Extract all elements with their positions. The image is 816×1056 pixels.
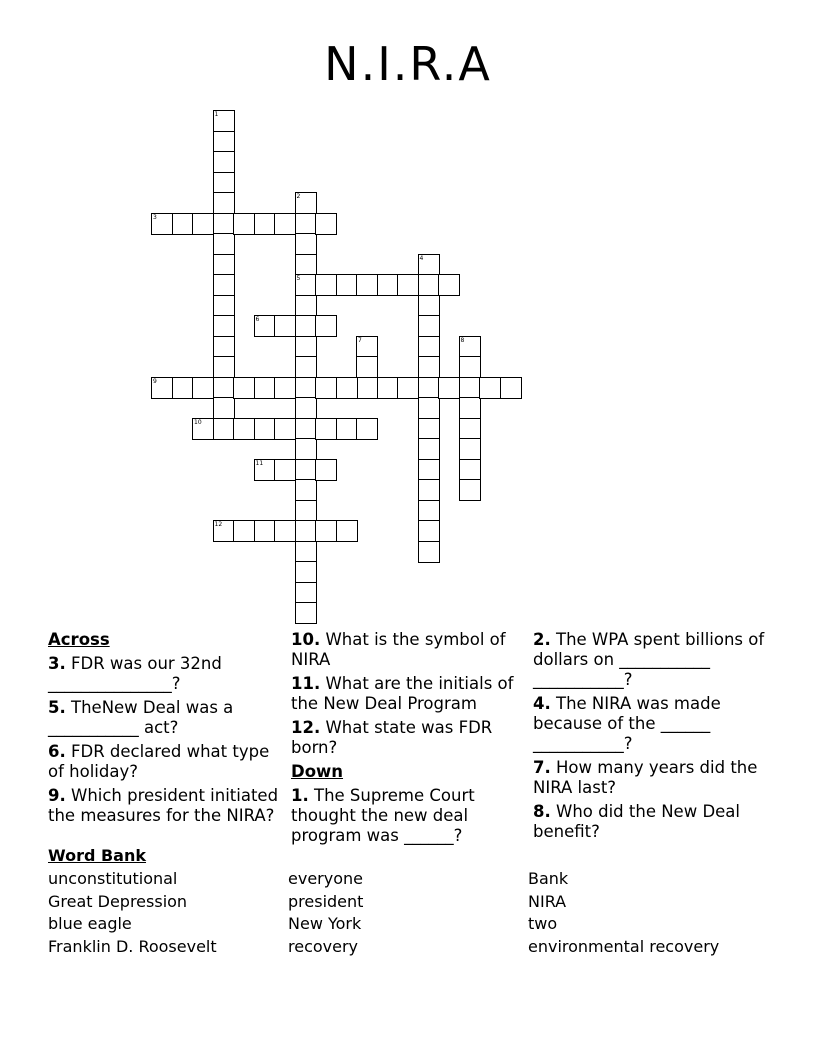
crossword-cell[interactable] bbox=[254, 213, 276, 235]
crossword-cell[interactable] bbox=[295, 192, 317, 214]
crossword-cell[interactable] bbox=[295, 541, 317, 563]
crossword-cell[interactable] bbox=[213, 254, 235, 276]
crossword-cell[interactable] bbox=[418, 295, 440, 317]
word-bank-item: two bbox=[528, 914, 558, 933]
crossword-cell[interactable] bbox=[336, 377, 358, 399]
crossword-cell[interactable] bbox=[233, 520, 255, 542]
clue-down-4: 4. The NIRA was made because of the ______ ___________? bbox=[533, 694, 721, 753]
crossword-cell[interactable] bbox=[295, 315, 317, 337]
crossword-cell[interactable] bbox=[295, 233, 317, 255]
word-bank-item: president bbox=[288, 891, 364, 911]
crossword-cell[interactable] bbox=[192, 418, 214, 440]
crossword-cell[interactable] bbox=[418, 500, 440, 522]
clue-number: 8 bbox=[460, 336, 465, 344]
crossword-cell[interactable] bbox=[336, 274, 358, 296]
clue-down-8: 8. Who did the New Deal benefit? bbox=[533, 802, 740, 841]
crossword-cell[interactable] bbox=[295, 438, 317, 460]
clue-across-10: 10. What is the symbol of NIRA bbox=[291, 630, 506, 669]
crossword-cell[interactable] bbox=[254, 315, 276, 337]
word-bank-item: Great Depression bbox=[48, 891, 188, 911]
crossword-cell[interactable] bbox=[459, 397, 481, 419]
crossword-cell[interactable] bbox=[213, 151, 235, 173]
clue-number: 6 bbox=[255, 316, 260, 323]
crossword-cell[interactable] bbox=[356, 274, 378, 296]
crossword-cell[interactable] bbox=[213, 213, 235, 235]
crossword-cell[interactable] bbox=[213, 315, 235, 337]
crossword-cell[interactable] bbox=[315, 213, 337, 235]
crossword-cell[interactable] bbox=[295, 479, 317, 501]
crossword-cell[interactable] bbox=[377, 274, 399, 296]
crossword-cell[interactable] bbox=[418, 356, 440, 378]
crossword-cell[interactable] bbox=[418, 377, 440, 399]
crossword-cell[interactable] bbox=[213, 131, 235, 153]
crossword-cell[interactable] bbox=[418, 397, 440, 419]
clue-number: 5 bbox=[296, 275, 301, 282]
crossword-cell[interactable] bbox=[274, 377, 296, 399]
clue-number: 12 bbox=[214, 521, 223, 528]
crossword-cell[interactable] bbox=[192, 377, 214, 399]
crossword-cell[interactable] bbox=[438, 377, 460, 399]
crossword-cell[interactable] bbox=[336, 520, 358, 542]
clue-number: 3 bbox=[153, 213, 157, 221]
crossword-cell[interactable] bbox=[233, 377, 255, 399]
word-bank-column-2 bbox=[288, 868, 363, 958]
crossword-cell[interactable] bbox=[172, 213, 194, 235]
crossword-cell[interactable] bbox=[356, 377, 378, 399]
crossword-cell[interactable] bbox=[213, 418, 235, 440]
clue-number: 9 bbox=[153, 377, 157, 385]
crossword-cell[interactable] bbox=[315, 274, 337, 296]
crossword-cell[interactable] bbox=[418, 254, 440, 276]
clue-across-11: 11. What are the initials of the New Deal Program bbox=[291, 674, 514, 713]
crossword-cell[interactable] bbox=[438, 274, 460, 296]
crossword-cell[interactable] bbox=[356, 418, 378, 440]
crossword-cell[interactable] bbox=[295, 520, 317, 542]
crossword-cell[interactable] bbox=[295, 254, 317, 276]
crossword-cell[interactable] bbox=[213, 336, 235, 358]
crossword-cell[interactable] bbox=[295, 356, 317, 378]
word-bank-item: Franklin D. Roosevelt bbox=[48, 936, 217, 956]
crossword-cell[interactable] bbox=[213, 295, 235, 317]
crossword-cell[interactable] bbox=[459, 479, 481, 501]
clue-number: 10 bbox=[194, 418, 202, 426]
crossword-cell[interactable] bbox=[397, 377, 419, 399]
clues-column-1 bbox=[48, 630, 280, 830]
crossword-cell[interactable] bbox=[213, 356, 235, 378]
crossword-cell[interactable] bbox=[418, 336, 440, 358]
crossword-cell[interactable] bbox=[459, 418, 481, 440]
crossword-cell[interactable] bbox=[315, 520, 337, 542]
word-bank-item: everyone bbox=[288, 869, 363, 888]
crossword-cell[interactable] bbox=[213, 397, 235, 419]
crossword-cell[interactable] bbox=[213, 192, 235, 214]
crossword-cell[interactable] bbox=[295, 561, 317, 583]
word-bank-item: unconstitutional bbox=[48, 869, 178, 888]
crossword-cell[interactable] bbox=[274, 459, 296, 481]
clue-number: 11 bbox=[255, 459, 264, 467]
crossword-cell[interactable] bbox=[233, 213, 255, 235]
crossword-cell[interactable] bbox=[213, 520, 235, 542]
crossword-cell[interactable] bbox=[418, 520, 440, 542]
crossword-cell[interactable] bbox=[295, 459, 317, 481]
crossword-cell[interactable] bbox=[295, 213, 317, 235]
crossword-cell[interactable] bbox=[315, 315, 337, 337]
crossword-cell[interactable] bbox=[418, 315, 440, 337]
clues-column-3 bbox=[533, 630, 773, 846]
word-bank-heading: Word Bank bbox=[48, 846, 147, 865]
crossword-cell[interactable] bbox=[315, 459, 337, 481]
word-bank-item: blue eagle bbox=[48, 914, 132, 933]
crossword-cell[interactable] bbox=[336, 418, 358, 440]
word-bank-column-1 bbox=[48, 868, 217, 958]
crossword-cell[interactable] bbox=[233, 418, 255, 440]
crossword-cell[interactable] bbox=[295, 500, 317, 522]
crossword-cell[interactable] bbox=[295, 602, 317, 624]
clue-down-7: 7. How many years did the NIRA last? bbox=[533, 758, 758, 797]
crossword-cell[interactable] bbox=[151, 377, 173, 399]
crossword-cell[interactable] bbox=[274, 418, 296, 440]
word-bank-item: recovery bbox=[288, 936, 359, 956]
crossword-cell[interactable] bbox=[254, 520, 276, 542]
crossword-cell[interactable] bbox=[172, 377, 194, 399]
crossword-cell[interactable] bbox=[213, 110, 235, 132]
crossword-cell[interactable] bbox=[295, 274, 317, 296]
crossword-cell[interactable] bbox=[418, 438, 440, 460]
crossword-cell[interactable] bbox=[295, 336, 317, 358]
word-bank-column-3 bbox=[528, 868, 719, 958]
crossword-cell[interactable] bbox=[459, 459, 481, 481]
crossword-cell[interactable] bbox=[418, 459, 440, 481]
crossword-cell[interactable] bbox=[274, 213, 296, 235]
crossword-cell[interactable] bbox=[479, 377, 501, 399]
crossword-cell[interactable] bbox=[356, 336, 378, 358]
crossword-cell[interactable] bbox=[459, 336, 481, 358]
crossword-cell[interactable] bbox=[274, 315, 296, 337]
clue-number: 1 bbox=[214, 111, 219, 118]
crossword-cell[interactable] bbox=[315, 418, 337, 440]
crossword-cell[interactable] bbox=[192, 213, 214, 235]
crossword-cell[interactable] bbox=[295, 377, 317, 399]
crossword-cell[interactable] bbox=[397, 274, 419, 296]
crossword-cell[interactable] bbox=[295, 582, 317, 604]
crossword-cell[interactable] bbox=[274, 520, 296, 542]
crossword-cell[interactable] bbox=[254, 377, 276, 399]
crossword-cell[interactable] bbox=[295, 418, 317, 440]
crossword-cell[interactable] bbox=[418, 541, 440, 563]
word-bank-item: NIRA bbox=[528, 891, 567, 911]
crossword-cell[interactable] bbox=[377, 377, 399, 399]
crossword-cell[interactable] bbox=[356, 356, 378, 378]
crossword-cell[interactable] bbox=[254, 418, 276, 440]
crossword-cell[interactable] bbox=[418, 274, 440, 296]
crossword-cell[interactable] bbox=[459, 377, 481, 399]
crossword-cell[interactable] bbox=[418, 479, 440, 501]
crossword-cell[interactable] bbox=[418, 418, 440, 440]
crossword-cell[interactable] bbox=[500, 377, 522, 399]
page-title: N.I.R.A bbox=[324, 37, 492, 91]
crossword-cell[interactable] bbox=[213, 172, 235, 194]
clue-number: 2 bbox=[296, 193, 301, 200]
clue-down-2: 2. The WPA spent billions of dollars on ___________ ___________? bbox=[533, 630, 765, 689]
crossword-cell[interactable] bbox=[295, 397, 317, 419]
word-bank-item: environmental recovery bbox=[528, 936, 720, 956]
down-heading: Down bbox=[291, 762, 344, 781]
crossword-cell[interactable] bbox=[213, 377, 235, 399]
clue-across-9: 9. Which president initiated the measures for the NIRA? bbox=[48, 786, 279, 825]
crossword-cell[interactable] bbox=[254, 459, 276, 481]
crossword-cell[interactable] bbox=[315, 377, 337, 399]
crossword-cell[interactable] bbox=[213, 274, 235, 296]
clue-across-12: 12. What state was FDR born? bbox=[291, 718, 493, 757]
clue-number: 4 bbox=[419, 254, 424, 262]
clue-number: 7 bbox=[358, 336, 362, 344]
crossword-cell[interactable] bbox=[295, 295, 317, 317]
across-heading: Across bbox=[48, 630, 110, 649]
crossword-cell[interactable] bbox=[459, 438, 481, 460]
clue-across-6: 6. FDR declared what type of holiday? bbox=[48, 742, 270, 781]
clues-column-2 bbox=[291, 630, 523, 850]
clue-across-5: 5. TheNew Deal was a ___________ act? bbox=[48, 698, 234, 737]
clue-down-1: 1. The Supreme Court thought the new deal program was ______? bbox=[291, 786, 475, 845]
crossword-cell[interactable] bbox=[213, 233, 235, 255]
crossword-cell[interactable] bbox=[459, 356, 481, 378]
crossword-cell[interactable] bbox=[151, 213, 173, 235]
word-bank-item: New York bbox=[288, 914, 362, 933]
word-bank-item: Bank bbox=[528, 869, 569, 888]
clue-across-3: 3. FDR was our 32nd _______________? bbox=[48, 654, 222, 693]
